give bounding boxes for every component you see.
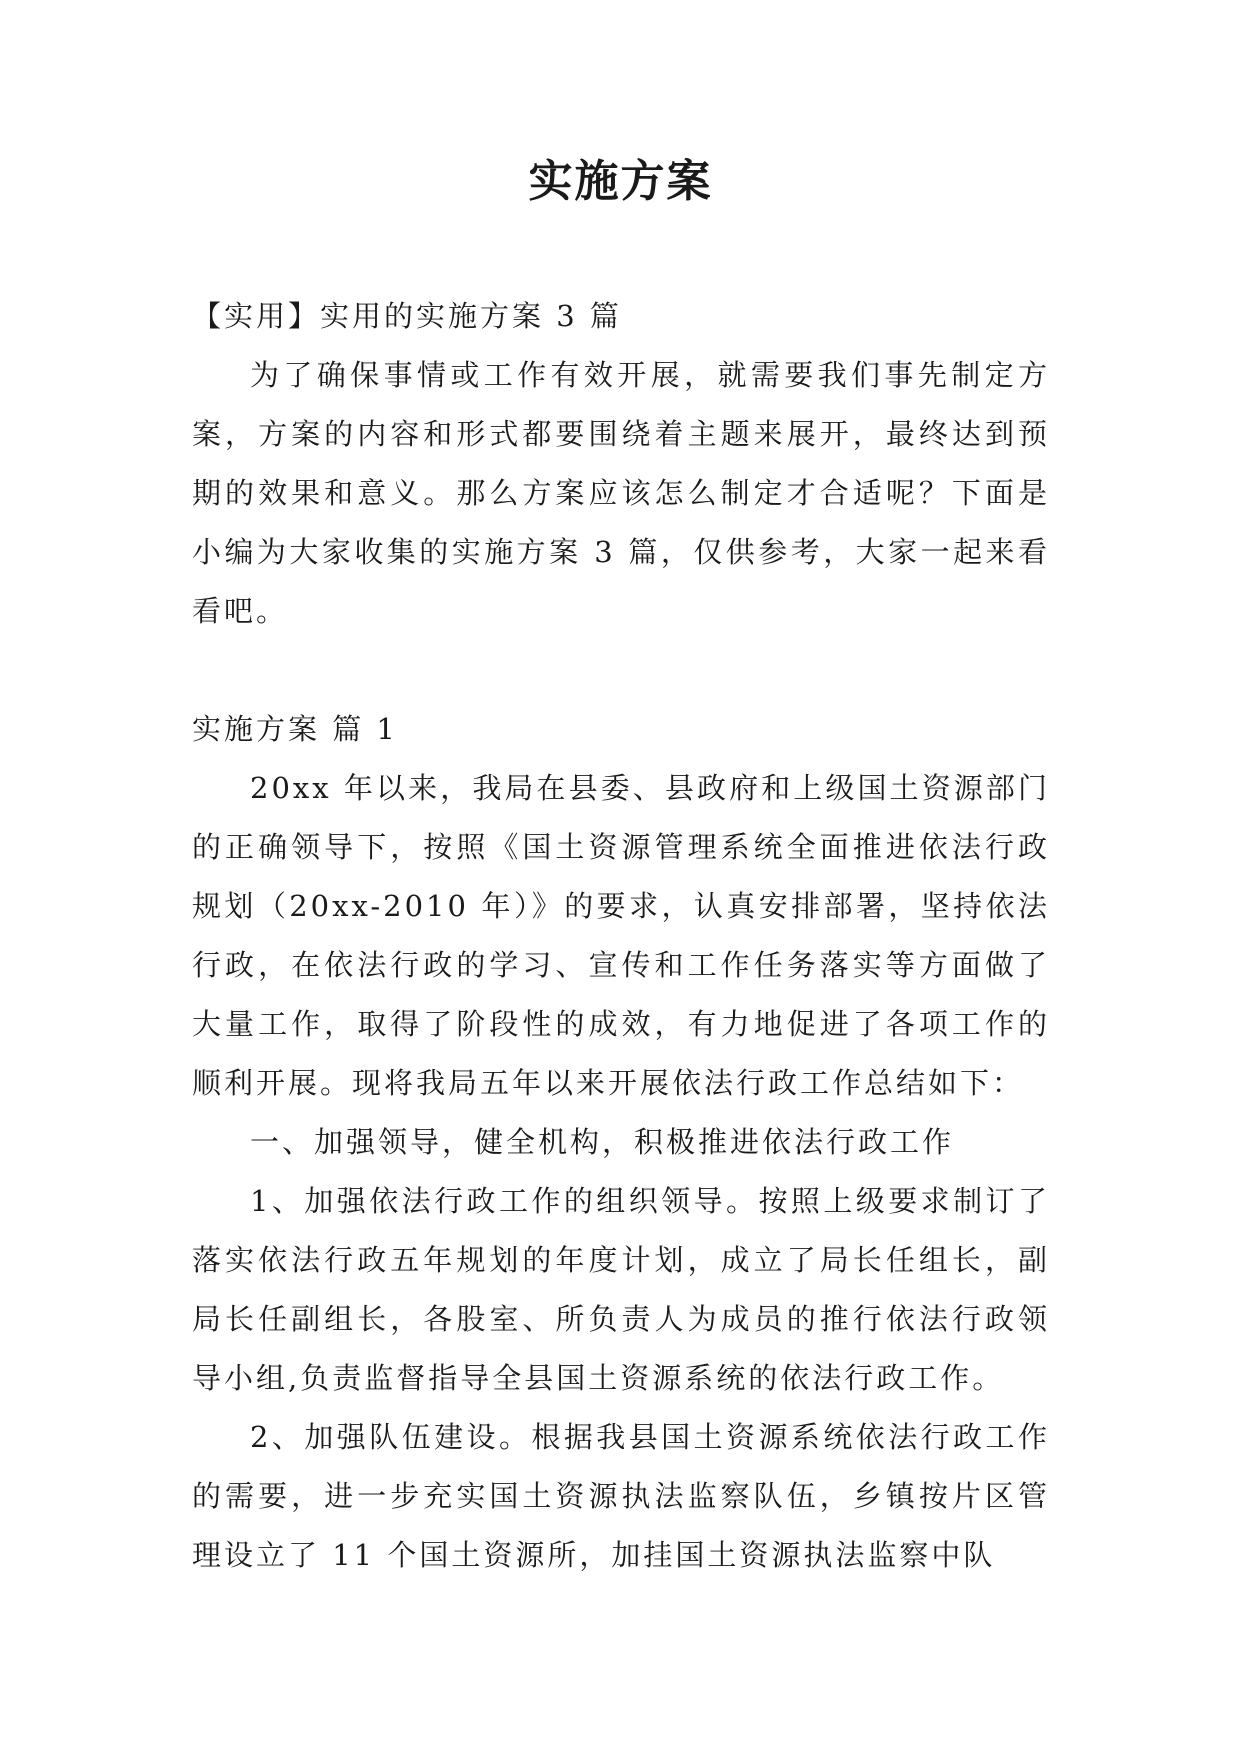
body-paragraph: 20xx 年以来，我局在县委、县政府和上级国土资源部门的正确领导下，按照《国土资源管理系统全面推进依法行政规划（20xx-2010 年）》的要求，认真安排部署，坚持依法行政，在依法行政的学习、宣传和工作任务落实等方面做了大量工作，取得了阶段性的成效，有力地促进了各项工作的顺利开展。现将我局五年以来开展依法行政工作总结如下： <box>192 771 1050 1100</box>
section-heading: 实施方案 篇 1 <box>192 712 398 746</box>
body-paragraph: 2、加强队伍建设。根据我县国土资源系统依法行政工作的需要，进一步充实国土资源执法监察队伍，乡镇按片区管理设立了 11 个国土资源所，加挂国土资源执法监察中队 <box>192 1420 1050 1572</box>
intro-paragraph: 为了确保事情或工作有效开展，就需要我们事先制定方案，方案的内容和形式都要围绕着主题来展开，最终达到预期的效果和意义。那么方案应该怎么制定才合适呢？下面是小编为大家收集的实施方案 3 篇，仅供参考，大家一起来看看吧。 <box>192 358 1050 628</box>
document-body <box>192 287 1050 1585</box>
body-paragraph: 1、加强依法行政工作的组织领导。按照上级要求制订了落实依法行政五年规划的年度计划，成立了局长任组长，副局长任副组长，各股室、所负责人为成员的推行依法行政领导小组,负责监督指导全县国土资源系统的依法行政工作。 <box>192 1184 1050 1395</box>
document-subtitle: 【实用】实用的实施方案 3 篇 <box>192 299 622 333</box>
page-title: 实施方案 <box>528 156 713 207</box>
body-paragraph: 一、加强领导，健全机构，积极推进依法行政工作 <box>250 1125 955 1159</box>
section-spacer <box>192 641 1050 700</box>
